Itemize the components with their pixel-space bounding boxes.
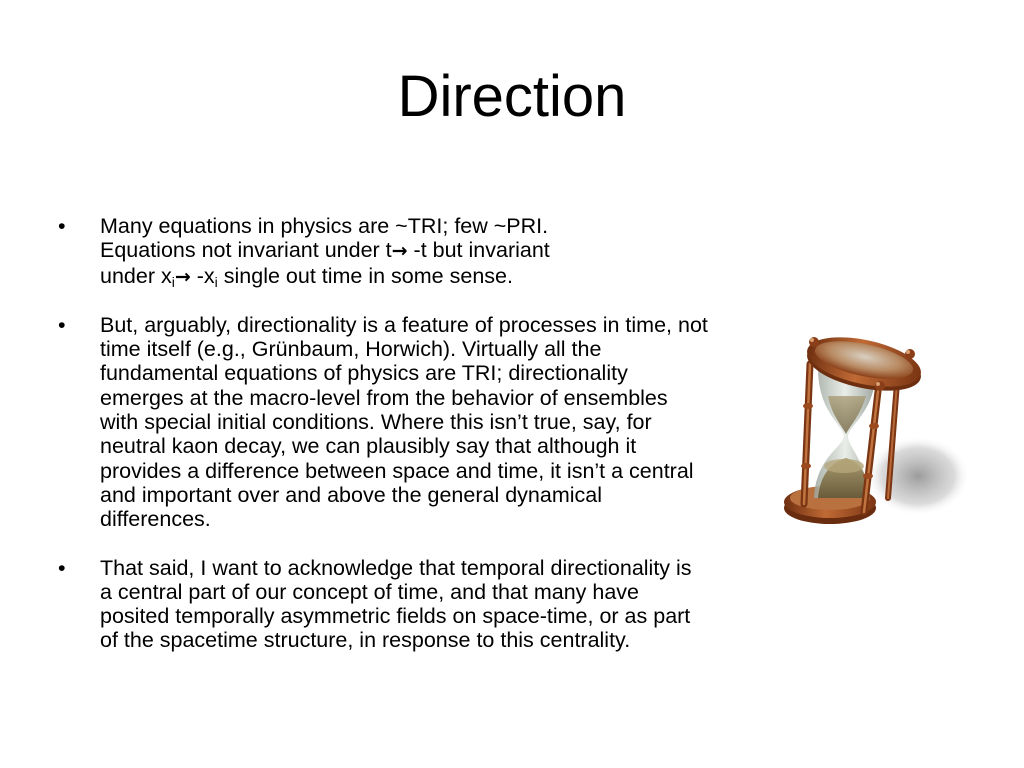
bullet-list	[58, 214, 708, 653]
subscript-i: i	[214, 273, 218, 290]
bullet-marker: •	[58, 555, 66, 580]
bullet-2-text: But, arguably, directionality is a feature of processes in time, not time itself (e.g., Grünbaum, Horwich). Virtually all the fundamental equations of physics are TRI; directionality emerges at the macro-level from the behavior of ensembles with special initial conditions. Where this isn’t true, say, for neutral kaon decay, we can plausibly say that although it provides a difference between space and time, it isn’t a central and important over and above the general dynamical differences.	[100, 312, 708, 532]
arrow-icon: →	[391, 240, 408, 263]
bullet-1-line-2-start: Equations not invariant under t	[100, 238, 392, 263]
arrow-icon: →	[174, 265, 191, 288]
bullet-1-line-1: Many equations in physics are ~TRI; few ~PRI.	[100, 214, 549, 238]
bullet-item-2	[58, 313, 708, 532]
bullet-1-line-3-end: single out time in some sense.	[217, 263, 513, 288]
hourglass-shadow	[866, 436, 970, 516]
hourglass-image	[768, 326, 974, 536]
bullet-marker: •	[58, 214, 66, 238]
bullet-1-line-3-start: under x	[100, 263, 172, 288]
slide-title: Direction	[397, 64, 627, 129]
bullet-1-line-2-end: -t but invariant	[407, 238, 550, 263]
bullet-1-line-3-mid: -x	[190, 263, 215, 288]
bullet-3-text: That said, I want to acknowledge that temporal directionality is a central part of our concept of time, and that many have posited temporally asymmetric fields on space-time, or as part of the spacetime structure, in response to this centrality.	[100, 555, 692, 653]
bullet-marker: •	[58, 312, 66, 337]
subscript-i: i	[171, 273, 175, 290]
bullet-item-3	[58, 556, 708, 653]
bullet-item-1	[58, 214, 708, 289]
